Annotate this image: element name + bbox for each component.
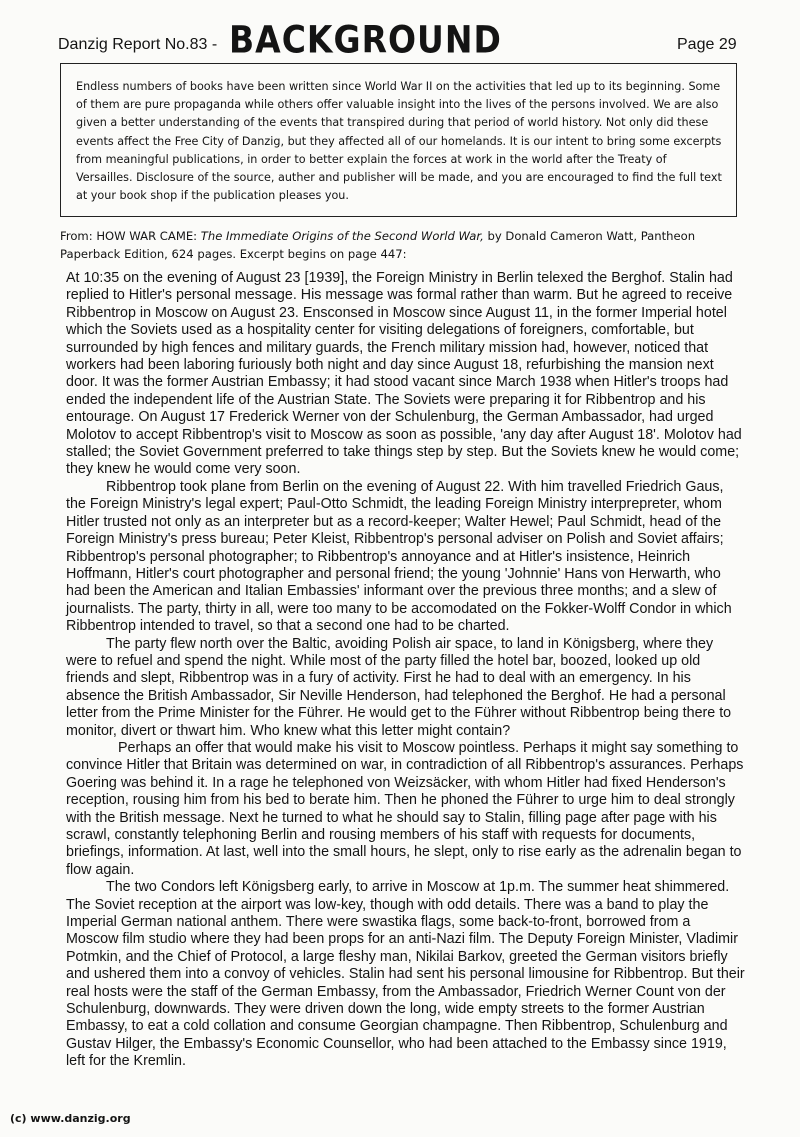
paragraph-3: The party flew north over the Baltic, avoiding Polish air space, to land in Königsberg, where they were to refuel and spend the night. While most of the party filled the hotel bar, boozed, looked up old friends and slept, Ribbentrop was in a fury of activity. First he had to deal with an emergency. In his absence the British Ambassador, Sir Neville Henderson, had telephoned the Berghof. He had a personal letter from the Prime Minister for the Führer. He would get to the Führer without Ribbentrop being there to monitor, divert or thwart him. Who knew what this letter might contain?	[66, 635, 732, 739]
intro-box	[60, 63, 737, 217]
intro-text: Endless numbers of books have been written since World War II on the activities that led up to its beginning. Some of them are pure propaganda while others offer valuable insight into the lives of the persons involved. We are also given a better understanding of the events that transpired during that period of world history. Not only did these events affect the Free City of Danzig, but they affected all of our homelands. It is our intent to bring some excerpts from meaningful publications, in order to better explain the forces at work in the world after the Treaty of Versailles. Disclosure of the source, auther and publisher will be made, and you are encouraged to find the full text at your book shop if the publication pleases you.	[76, 80, 722, 203]
section-title: BACKGROUND	[229, 18, 502, 62]
copyright-footer: (c) www.danzig.org	[10, 1112, 131, 1125]
source-citation	[60, 228, 740, 263]
excerpt-body	[66, 270, 746, 1071]
source-prefix: From: HOW WAR CAME:	[60, 229, 198, 243]
source-rest: by Donald Cameron Watt, Pantheon Paperback Edition, 624 pages. Excerpt begins on page 447:	[60, 229, 696, 261]
paragraph-2: Ribbentrop took plane from Berlin on the evening of August 22. With him travelled Friedrich Gaus, the Foreign Ministry's legal expert; Paul-Otto Schmidt, the leading Foreign Ministry interprepreter, whom Hitler trusted not only as an interpreter but as a record-keeper; Walter Hewel; Paul Schmidt, head of the Foreign Ministry's press bureau; Peter Kleist, Ribbentrop's personal adviser on Polish and Soviet affairs; Ribbentrop's personal photographer; to Ribbentrop's annoyance and at Hitler's insistence, Heinrich Hoffmann, Hitler's court photographer and personal friend; the young 'Johnnie' Hans von Herwarth, who had been the American and Italian Embassies' informant over the previous three months; and a slew of journalists. The party, thirty in all, were too many to be accomodated on the Fokker-Wolff Condor in which Ribbentrop intended to travel, so that a second one had to be charted.	[66, 478, 732, 635]
source-subtitle: The Immediate Origins of the Second World War,	[200, 229, 484, 243]
page-number: Page 29	[677, 36, 737, 53]
paragraph-4: Perhaps an offer that would make his visit to Moscow pointless. Perhaps it might say something to convince Hitler that Britain was determined on war, in contradiction of all Ribbentrop's assurances. Perhaps Goering was behind it. In a rage he telephoned von Weizsäcker, with whom Hitler had fixed Henderson's reception, rousing him from his bed to berate him. Then he phoned the Führer to urge him to deal strongly with the British message. Next he turned to what he should say to Stalin, filling page after page with his scrawl, constantly telephoning Berlin and rousing members of his staff with requests for documents, briefings, information. At last, well into the small hours, he slept, only to rise early as the adrenalin began to flow again.	[66, 739, 744, 878]
paragraph-5: The two Condors left Königsberg early, to arrive in Moscow at 1p.m. The summer heat shimmered. The Soviet reception at the airport was low-key, though with odd details. There was a band to play the Imperial German national anthem. There were swastika flags, some back-to-front, borrowed from a Moscow film studio where they had been props for an anti-Nazi film. The Deputy Foreign Minister, Vladimir Potmkin, and the Chief of Protocol, a large fleshy man, Nikilai Barkov, greeted the German visitors briefly and ushered them into a convoy of vehicles. Stalin had sent his personal limousine for Ribbentrop. But their real hosts were the staff of the German Embassy, from the Ambassador, Friedrich Werner Count von der Schulenburg, downwards. They were driven down the long, wide empty streets to the former Austrian Embassy, to eat a cold collation and consume Georgian champagne. Then Ribbentrop, Schulenburg and Gustav Hilger, the Embassy's Economic Counsellor, who had been attached to the Embassy since 1919, left for the Kremlin.	[66, 879, 745, 1070]
source-line	[60, 228, 740, 263]
paragraph-1: At 10:35 on the evening of August 23 [1939], the Foreign Ministry in Berlin telexed the Berghof. Stalin had replied to Hitler's personal message. His message was formal rather than warm. But he agreed to receive Ribbentrop in Moscow on August 23. Ensconsed in Moscow since August 11, in the former Imperial hotel which the Soviets used as a hospitality center for visiting delegations of foreigners, comfortable, but surrounded by high fences and military guards, the French military mission had, however, noticed that workers had been laboring furiously both night and day since August 18, refurbishing the mansion next door. It was the former Austrian Embassy; it had stood vacant since March 1938 when Hitler's troops had ended the independent life of the Austrian State. The Soviets were preparing it for Ribbentrop and his entourage. On August 17 Frederick Werner von der Schulenburg, the German Ambassador, had urged Molotov to accept Ribbentrop's visit to Moscow as soon as possible, 'any day after August 18'. Molotov had stalled; the Soviet Government preferred to take things step by step. But the Soviets knew he would come; they knew he would come very soon.	[66, 270, 742, 478]
report-number: Danzig Report No.83 -	[58, 36, 218, 53]
